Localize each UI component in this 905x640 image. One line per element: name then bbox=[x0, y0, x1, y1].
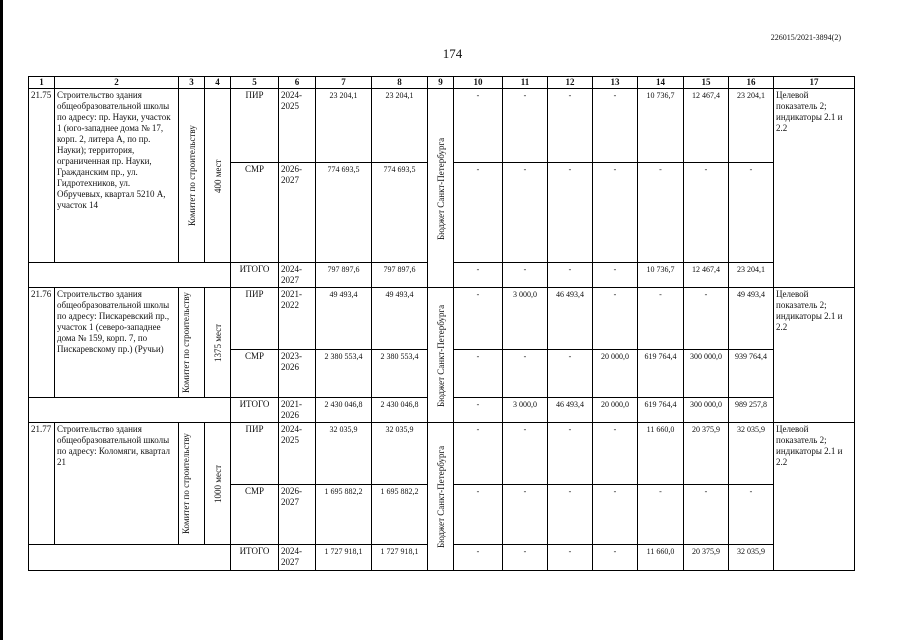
col-header: 12 bbox=[548, 77, 593, 89]
row-id: 21.77 bbox=[29, 423, 55, 545]
cell-10: - bbox=[454, 350, 503, 398]
row-id: 21.75 bbox=[29, 89, 55, 263]
col-header: 17 bbox=[774, 77, 855, 89]
blank-cell bbox=[29, 263, 231, 288]
years: 2021-2026 bbox=[279, 398, 316, 423]
cell-13: - bbox=[593, 545, 638, 571]
cell-10: - bbox=[454, 398, 503, 423]
cell-14: 10 736,7 bbox=[638, 263, 684, 288]
customer-label: Комитет по строительству bbox=[186, 125, 197, 226]
col-header: 5 bbox=[231, 77, 279, 89]
cell-10: - bbox=[454, 89, 503, 163]
stage: СМР bbox=[231, 485, 279, 545]
cell-7: 2 380 553,4 bbox=[316, 350, 372, 398]
cell-11: - bbox=[503, 485, 548, 545]
cell-12: - bbox=[548, 485, 593, 545]
cell-10: - bbox=[454, 423, 503, 485]
cell-7: 23 204,1 bbox=[316, 89, 372, 163]
table-row bbox=[29, 288, 855, 350]
years: 2023-2026 bbox=[279, 350, 316, 398]
cell-16: - bbox=[729, 163, 774, 263]
cell-8: 1 727 918,1 bbox=[372, 545, 428, 571]
stage: СМР bbox=[231, 350, 279, 398]
blank-cell bbox=[29, 398, 231, 423]
col-header: 15 bbox=[684, 77, 729, 89]
cell-13: - bbox=[593, 423, 638, 485]
cell-13: 20 000,0 bbox=[593, 350, 638, 398]
customer bbox=[179, 423, 205, 545]
cell-15: 12 467,4 bbox=[684, 263, 729, 288]
capacity-label: 400 мест bbox=[212, 158, 223, 193]
object-description: Строительство здания общеобразовательной школы по адресу: Пискаревский пр., участок 1 (северо-западнее дома № 159, корп. 7, по Пискаревскому пр.) (Ручьи) bbox=[55, 288, 179, 398]
cell-7: 32 035,9 bbox=[316, 423, 372, 485]
cell-14: 10 736,7 bbox=[638, 89, 684, 163]
cell-14: 11 660,0 bbox=[638, 545, 684, 571]
cell-14: - bbox=[638, 163, 684, 263]
col-header: 13 bbox=[593, 77, 638, 89]
years: 2024-2025 bbox=[279, 423, 316, 485]
stage: ИТОГО bbox=[231, 545, 279, 571]
cell-7: 774 693,5 bbox=[316, 163, 372, 263]
cell-13: - bbox=[593, 288, 638, 350]
cell-8: 23 204,1 bbox=[372, 89, 428, 163]
budget-source bbox=[428, 89, 454, 288]
cell-13: - bbox=[593, 263, 638, 288]
cell-16: 23 204,1 bbox=[729, 89, 774, 163]
cell-10: - bbox=[454, 163, 503, 263]
cell-16: 32 035,9 bbox=[729, 423, 774, 485]
cell-16: 23 204,1 bbox=[729, 263, 774, 288]
budget-table bbox=[28, 76, 855, 571]
indicator: Целевой показатель 2; индикаторы 2.1 и 2.2 bbox=[774, 89, 855, 288]
capacity bbox=[205, 89, 231, 263]
col-header: 11 bbox=[503, 77, 548, 89]
capacity bbox=[205, 288, 231, 398]
cell-14: 11 660,0 bbox=[638, 423, 684, 485]
cell-8: 1 695 882,2 bbox=[372, 485, 428, 545]
cell-16: 49 493,4 bbox=[729, 288, 774, 350]
cell-16: 32 035,9 bbox=[729, 545, 774, 571]
cell-11: - bbox=[503, 545, 548, 571]
years: 2021-2022 bbox=[279, 288, 316, 350]
page-number: 174 bbox=[442, 46, 463, 61]
col-header: 7 bbox=[316, 77, 372, 89]
cell-14: 619 764,4 bbox=[638, 398, 684, 423]
table-row bbox=[29, 89, 855, 163]
cell-11: - bbox=[503, 350, 548, 398]
col-header: 6 bbox=[279, 77, 316, 89]
cell-12: 46 493,4 bbox=[548, 288, 593, 350]
cell-8: 2 430 046,8 bbox=[372, 398, 428, 423]
cell-13: 20 000,0 bbox=[593, 398, 638, 423]
cell-14: 619 764,4 bbox=[638, 350, 684, 398]
cell-15: 300 000,0 bbox=[684, 350, 729, 398]
object-description: Строительство здания общеобразовательной школы по адресу: Коломяги, квартал 21 bbox=[55, 423, 179, 545]
years: 2024-2027 bbox=[279, 263, 316, 288]
years: 2024-2025 bbox=[279, 89, 316, 163]
row-id: 21.76 bbox=[29, 288, 55, 398]
years: 2026-2027 bbox=[279, 163, 316, 263]
cell-7: 1 695 882,2 bbox=[316, 485, 372, 545]
cell-12: - bbox=[548, 163, 593, 263]
header-row bbox=[29, 77, 855, 89]
col-header: 16 bbox=[729, 77, 774, 89]
cell-11: - bbox=[503, 423, 548, 485]
cell-8: 49 493,4 bbox=[372, 288, 428, 350]
cell-8: 2 380 553,4 bbox=[372, 350, 428, 398]
stage: ИТОГО bbox=[231, 398, 279, 423]
indicator: Целевой показатель 2; индикаторы 2.1 и 2.2 bbox=[774, 423, 855, 571]
cell-7: 2 430 046,8 bbox=[316, 398, 372, 423]
stage: ПИР bbox=[231, 288, 279, 350]
cell-12: - bbox=[548, 89, 593, 163]
object-description: Строительство здания общеобразовательной школы по адресу: пр. Науки, участок 1 (юго-западнее дома № 17, корп. 2, литера А, по пр. Науки); территория, ограниченная пр. Науки, Гражданским пр., ул. Гидротехников, ул. Обручевых, квартал 5210 А, участок 14 bbox=[55, 89, 179, 263]
col-header: 3 bbox=[179, 77, 205, 89]
capacity bbox=[205, 423, 231, 545]
cell-11: - bbox=[503, 163, 548, 263]
blank-cell bbox=[29, 545, 231, 571]
cell-11: 3 000,0 bbox=[503, 398, 548, 423]
col-header: 4 bbox=[205, 77, 231, 89]
cell-15: 20 375,9 bbox=[684, 423, 729, 485]
cell-15: 20 375,9 bbox=[684, 545, 729, 571]
customer-label: Комитет по строительству bbox=[180, 292, 191, 393]
cell-14: - bbox=[638, 288, 684, 350]
capacity-label: 1000 мест bbox=[212, 464, 223, 503]
col-header: 8 bbox=[372, 77, 428, 89]
stage: ИТОГО bbox=[231, 263, 279, 288]
cell-11: - bbox=[503, 89, 548, 163]
cell-12: - bbox=[548, 263, 593, 288]
cell-15: 300 000,0 bbox=[684, 398, 729, 423]
years: 2026-2027 bbox=[279, 485, 316, 545]
cell-13: - bbox=[593, 485, 638, 545]
cell-15: - bbox=[684, 288, 729, 350]
col-header: 9 bbox=[428, 77, 454, 89]
customer bbox=[179, 288, 205, 398]
customer-label: Комитет по строительству bbox=[180, 433, 191, 534]
budget-source bbox=[428, 423, 454, 571]
col-header: 2 bbox=[55, 77, 179, 89]
stage: ПИР bbox=[231, 423, 279, 485]
table-row bbox=[29, 423, 855, 485]
customer bbox=[179, 89, 205, 263]
document-code: 226015/2021-3894(2) bbox=[770, 33, 841, 42]
col-header: 10 bbox=[454, 77, 503, 89]
cell-8: 32 035,9 bbox=[372, 423, 428, 485]
budget-label: Бюджет Санкт-Петербурга bbox=[435, 445, 446, 548]
cell-10: - bbox=[454, 263, 503, 288]
years: 2024-2027 bbox=[279, 545, 316, 571]
cell-10: - bbox=[454, 485, 503, 545]
cell-12: 46 493,4 bbox=[548, 398, 593, 423]
cell-12: - bbox=[548, 350, 593, 398]
capacity-label: 1375 мест bbox=[212, 323, 223, 362]
cell-16: - bbox=[729, 485, 774, 545]
budget-label: Бюджет Санкт-Петербурга bbox=[435, 303, 446, 407]
cell-15: - bbox=[684, 485, 729, 545]
col-header: 1 bbox=[29, 77, 55, 89]
cell-8: 774 693,5 bbox=[372, 163, 428, 263]
col-header: 14 bbox=[638, 77, 684, 89]
cell-12: - bbox=[548, 423, 593, 485]
budget-source bbox=[428, 288, 454, 423]
cell-16: 939 764,4 bbox=[729, 350, 774, 398]
cell-10: - bbox=[454, 545, 503, 571]
cell-12: - bbox=[548, 545, 593, 571]
cell-15: - bbox=[684, 163, 729, 263]
cell-16: 989 257,8 bbox=[729, 398, 774, 423]
cell-7: 797 897,6 bbox=[316, 263, 372, 288]
stage: ПИР bbox=[231, 89, 279, 163]
page-edge-line bbox=[0, 0, 3, 640]
cell-11: 3 000,0 bbox=[503, 288, 548, 350]
cell-15: 12 467,4 bbox=[684, 89, 729, 163]
cell-7: 49 493,4 bbox=[316, 288, 372, 350]
stage: СМР bbox=[231, 163, 279, 263]
cell-11: - bbox=[503, 263, 548, 288]
cell-14: - bbox=[638, 485, 684, 545]
cell-10: - bbox=[454, 288, 503, 350]
budget-label: Бюджет Санкт-Петербурга bbox=[435, 136, 446, 240]
cell-13: - bbox=[593, 89, 638, 163]
cell-8: 797 897,6 bbox=[372, 263, 428, 288]
indicator: Целевой показатель 2; индикаторы 2.1 и 2.2 bbox=[774, 288, 855, 423]
cell-7: 1 727 918,1 bbox=[316, 545, 372, 571]
cell-13: - bbox=[593, 163, 638, 263]
